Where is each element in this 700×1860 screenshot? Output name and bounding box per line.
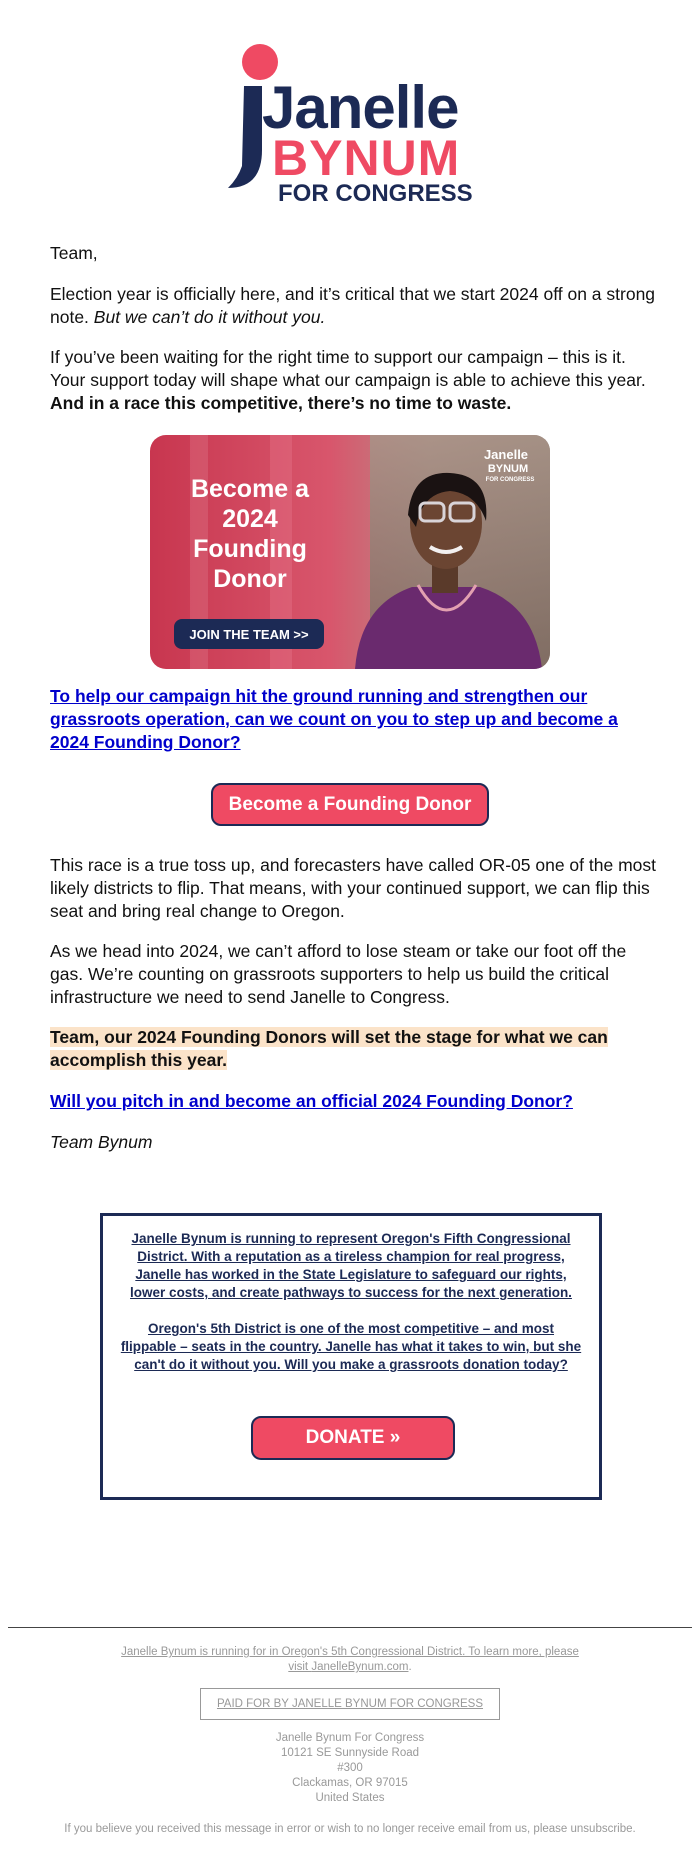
- unsubscribe-end: .: [632, 1823, 636, 1835]
- pitch-in-link[interactable]: Will you pitch in and become an official 2024 Founding Donor?: [50, 1091, 573, 1111]
- paragraph-3: [50, 854, 660, 923]
- signoff-block: [50, 1131, 660, 1154]
- disclaimer-text[interactable]: Janelle Bynum is running for in Oregon's 5th Congressional District. To learn more, please: [121, 1646, 579, 1658]
- footer-unsubscribe: [0, 1822, 700, 1837]
- greeting: Team,: [50, 243, 98, 263]
- unsubscribe-link[interactable]: unsubscribe: [570, 1823, 633, 1835]
- ask-paragraph: [50, 685, 660, 754]
- founding-donor-ask-link[interactable]: To help our campaign hit the ground running and strengthen our grassroots operation, can we count on you to step up and become a 2024 Founding Donor?: [50, 686, 618, 752]
- address-unit: #300: [337, 1762, 363, 1774]
- website-link[interactable]: JanelleBynum.com: [311, 1661, 409, 1673]
- address-country: United States: [315, 1792, 385, 1804]
- p4-text: As we head into 2024, we can’t afford to lose steam or take our foot off the gas. We’re counting on grassroots supporters to help us build the critical infrastructure we need to send Janelle to Congress.: [50, 941, 627, 1007]
- logo-last-name: BYNUM: [272, 130, 461, 186]
- logo-j-hook-icon: [228, 86, 262, 188]
- donate-button[interactable]: DONATE »: [251, 1416, 455, 1460]
- disclaimer-period: .: [408, 1661, 412, 1673]
- logo-first-name: Janelle: [262, 74, 459, 141]
- address-name: Janelle Bynum For Congress: [275, 1732, 425, 1744]
- about-paragraph-2[interactable]: Oregon's 5th District is one of the most competitive – and most flippable – seats in the country. Janelle has what it takes to win, but she can't do it without you. Will you make a grassroots donation today?: [120, 1321, 582, 1372]
- campaign-logo: [0, 38, 700, 208]
- footer-disclaimer: [0, 1645, 700, 1675]
- p1-emphasis: But we can’t do it without you.: [93, 307, 326, 327]
- become-founding-donor-button[interactable]: Become a Founding Donor: [211, 783, 489, 826]
- signoff: Team Bynum: [50, 1132, 153, 1152]
- about-text-wrap: [119, 1230, 583, 1374]
- address-city: Clackamas, OR 97015: [292, 1777, 408, 1789]
- p2-text: If you’ve been waiting for the right time to support our campaign – this is it. Your support today will shape what our campaign is able to achieve this year.: [50, 347, 646, 390]
- greeting-block: [50, 242, 660, 265]
- paragraph-4: [50, 940, 660, 1009]
- about-paragraph-1[interactable]: Janelle Bynum is running to represent Oregon's Fifth Congressional District. With a reputation as a tireless champion for real progress, Janelle has worked in the State Legislature to safeguard our rights, lower costs, and create pathways to success for the next generation.: [130, 1231, 572, 1300]
- footer-address: [0, 1731, 700, 1806]
- hero-mini-logo-first: Janelle: [483, 447, 529, 462]
- hero-line-1: Become a: [190, 475, 310, 503]
- highlight-text: Team, our 2024 Founding Donors will set the stage for what we can accomplish this year.: [50, 1027, 608, 1070]
- pitch-paragraph: [50, 1090, 660, 1113]
- hero-mini-logo-tag: FOR CONGRESS: [485, 477, 535, 483]
- hero-image[interactable]: [150, 435, 550, 669]
- hero-line-2: 2024: [222, 505, 278, 533]
- join-team-label: JOIN THE TEAM >>: [189, 627, 309, 642]
- paragraph-2: [50, 346, 660, 415]
- p3-text: This race is a true toss up, and forecasters have called OR-05 one of the most likely districts to flip. That means, with your continued support, we can flip this seat and bring real change to Oregon.: [50, 855, 656, 921]
- address-street: 10121 SE Sunnyside Road: [280, 1747, 420, 1759]
- paragraph-1: [50, 283, 660, 329]
- logo-tagline: FOR CONGRESS: [278, 180, 473, 207]
- p1-text: Election year is officially here, and it’s critical that we start 2024 off on a strong note.: [50, 284, 656, 327]
- hero-line-4: Donor: [213, 565, 287, 593]
- unsubscribe-text: If you believe you received this message in error or wish to no longer receive email from us, please: [64, 1823, 571, 1835]
- hero-mini-logo-last: BYNUM: [487, 463, 529, 475]
- visit-label[interactable]: visit: [288, 1661, 312, 1673]
- highlight-paragraph: [50, 1026, 660, 1072]
- p2-bold: And in a race this competitive, there’s no time to waste.: [50, 393, 512, 413]
- hero-banner[interactable]: [150, 435, 550, 669]
- about-box: [100, 1213, 602, 1500]
- footer-divider: [8, 1627, 692, 1628]
- hero-line-3: Founding: [193, 535, 307, 563]
- paid-for-by-box[interactable]: PAID FOR BY JANELLE BYNUM FOR CONGRESS: [200, 1688, 500, 1720]
